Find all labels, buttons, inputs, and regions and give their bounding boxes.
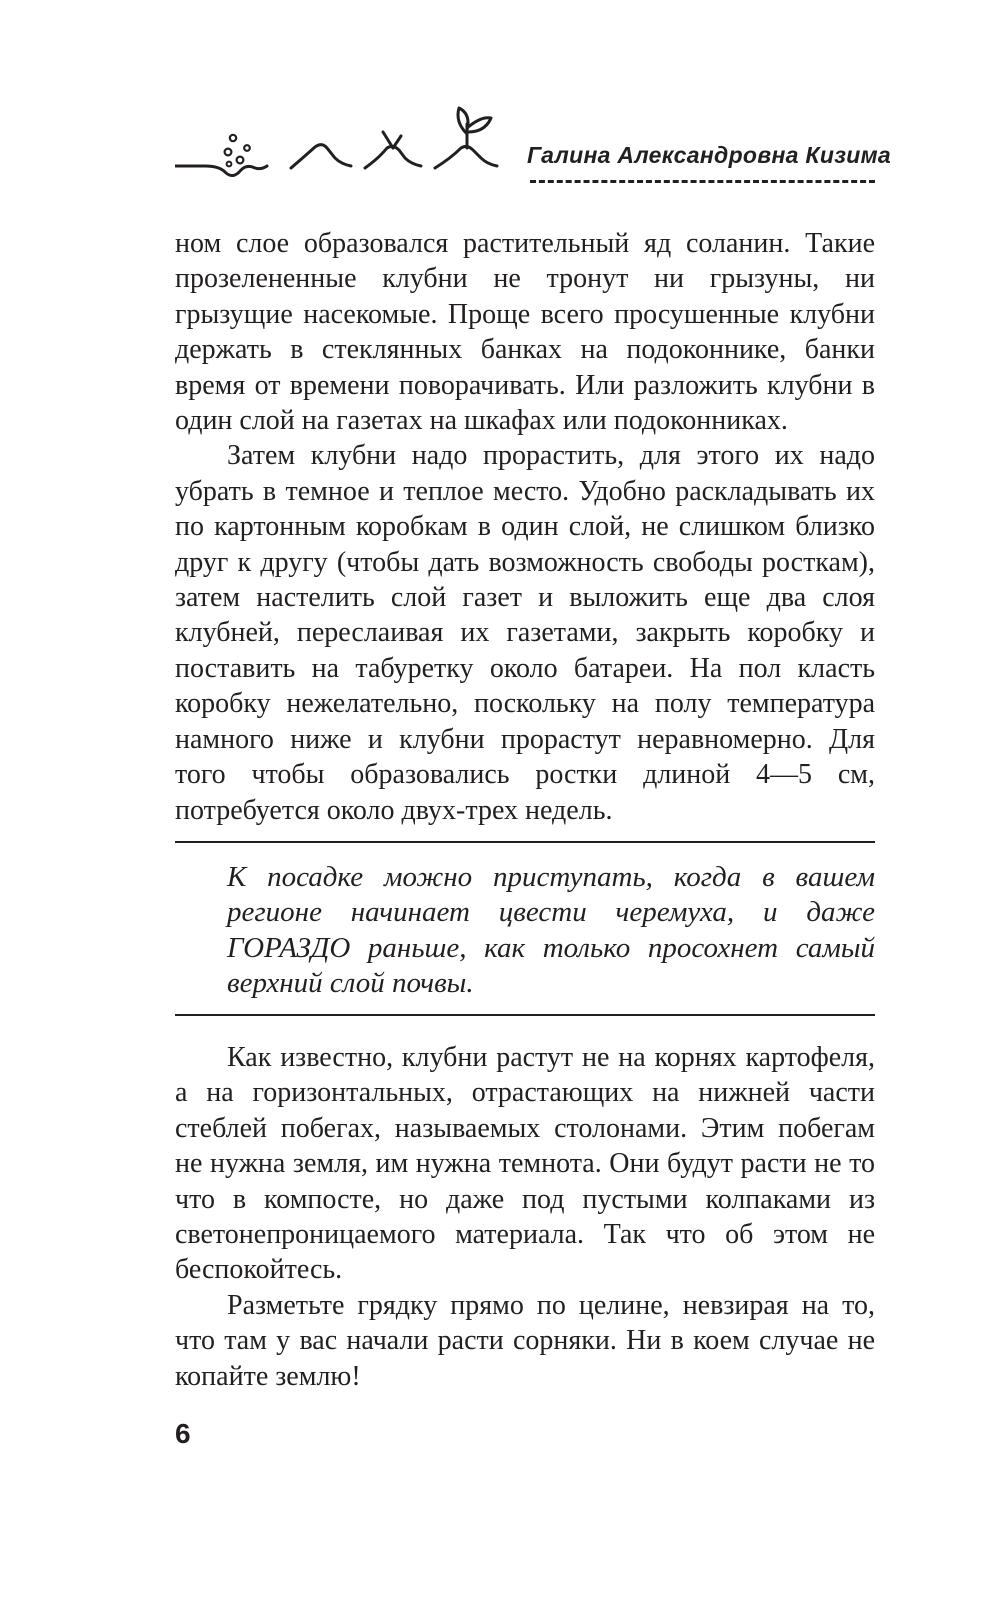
callout-bottom-rule [175, 1014, 875, 1016]
sprouting-seed-progression-icon [175, 100, 520, 190]
header-dashed-rule [530, 180, 875, 183]
paragraph: ном слое образовался растительный яд соланин. Такие прозелененные клубни не тронут ни грызуны, ни грызущие насекомые. Проще всего просушенные клубни держать в стеклянных банках на подоконнике, банки время от времени поворачивать. Или разложить клубни в один слой на газетах на шкафах или подоконниках. [175, 228, 875, 437]
author-name: Галина Александровна Кизима [527, 142, 892, 168]
text-block-bottom [175, 1040, 875, 1394]
paragraph: Как известно, клубни растут не на корнях картофеля, а на горизонтальных, отрастающих на нижней части стеблей побегах, называемых столонами. Этим побегам не нужна земля, им нужна темнота. Они будут расти не то что в компосте, но даже под пустыми колпаками из светонепроницаемого материала. Так что об этом не беспокойтесь. [175, 1042, 875, 1286]
paragraph: Разметьте грядку прямо по целине, невзирая на то, что там у вас начали расти сорняки. Ни в коем случае не копайте землю! [175, 1289, 875, 1392]
paragraph: Затем клубни надо прорастить, для этого их надо убрать в темное и теплое место. Удобно раскладывать их по картонным коробкам в один слой, не слишком близко друг к другу (чтобы дать возможность свободы росткам), затем настелить слой газет и выложить еще два слоя клубней, переслаивая их газетами, закрыть коробку и поставить на табуретку около батареи. На пол класть коробку нежелательно, поскольку на полу температура намного ниже и клубни прорастут неравномерно. Для того чтобы образовались ростки длиной 4—5 см, потребуется около двух-трех недель. [175, 440, 875, 826]
text-block-top [175, 226, 875, 828]
running-header [175, 100, 892, 190]
page-number: 6 [175, 1418, 191, 1449]
callout-text: К посадке можно приступать, когда в вашем регионе начинает цвести черемуха, и даже ГОРАЗДО раньше, как только просохнет самый верхний слой почвы. [227, 861, 875, 1000]
callout-top-rule [175, 841, 875, 843]
